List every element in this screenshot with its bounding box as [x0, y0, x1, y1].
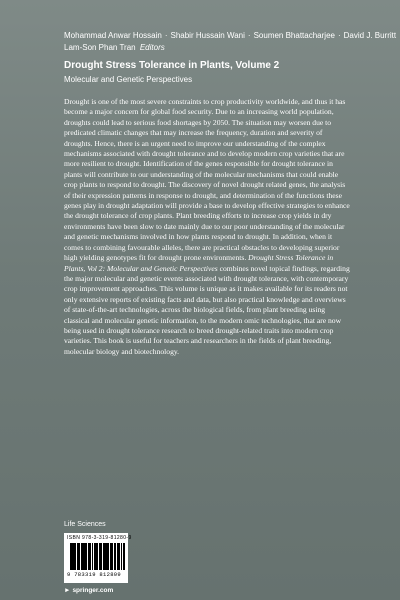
author-line-2	[64, 42, 374, 54]
barcode-digits: 9 783319 812809	[67, 571, 122, 578]
arrow-icon: ►	[64, 587, 71, 594]
barcode-bars	[70, 543, 125, 570]
website-url: springer.com	[72, 587, 114, 594]
author-name: Soumen Bhattacharjee	[253, 31, 335, 40]
author-name: David J. Burritt	[343, 31, 397, 40]
description-text: combines novel topical findings, regarding the major molecular and genetic events associated with drought tolerance, with contemporary crop improvement approaches. This volume is unique as it makes available for its readers not only extensive reports of existing facts and data, but also practical knowledge and overviews of state-of-the-art technologies, across the biological fields, from plant breeding using classical and molecular genetic information, to the modern omic technologies, that are now being used in drought tolerance research to breed drought-related traits into modern crop varieties. This book is useful for teachers and researchers in the fields of plant breeding, molecular biology and biotechnology.	[64, 263, 350, 356]
book-description	[64, 97, 350, 357]
isbn-number: ISBN 978-3-319-81280-9	[67, 535, 132, 541]
publisher-website[interactable]	[64, 587, 113, 594]
barcode-stripe	[112, 543, 113, 570]
author-line-1	[64, 30, 397, 42]
author-separator: ·	[247, 31, 251, 40]
author-separator: ·	[337, 31, 341, 40]
book-subtitle: Molecular and Genetic Perspectives	[64, 75, 193, 84]
description-italic-title: Drought Stress Tolerance in Plants, Vol 2: Molecular and Genetic Perspectives	[64, 253, 334, 273]
author-separator: ·	[164, 31, 168, 40]
author-name: Mohammad Anwar Hossain	[64, 31, 162, 40]
editors-label: Editors	[139, 43, 165, 52]
cover-header	[64, 30, 397, 85]
book-title: Drought Stress Tolerance in Plants, Volume 2	[64, 60, 280, 71]
barcode	[64, 533, 132, 583]
description-text: Drought is one of the most severe constraints to crop productivity worldwide, and thus it has become a major concern for global food security. Due to an increasing world population, droughts could lead to serious food shortages by 2050. The situation may worsen due to predicated climatic changes that may increase the frequency, duration and severity of droughts. Hence, there is an urgent need to improve our understanding of the complex mechanisms associated with drought tolerance and to develop modern crop varieties that are more resilient to drought. Identification of the genes responsible for drought tolerance in plants will contribute to our understanding of the molecular mechanisms that could enable crop plants to respond to drought. The discovery of novel drought related genes, the analysis of their expression patterns in response to drought, and determination of the functions these genes play in drought adaptation will provide a base to develop effective strategies to enhance the drought tolerance of crop plants. Plant breeding efforts to increase crop yields in dry environments have been slow to date mainly due to our poor understanding of the molecular and genetic mechanisms involved in how plants respond to drought. In addition, when it comes to combining favourable alleles, there are practical obstacles to developing superior high yielding genotypes fit for drought prone environments.	[64, 97, 350, 263]
author-name: Lam-Son Phan Tran	[64, 43, 136, 52]
subject-category: Life Sciences	[64, 521, 106, 528]
author-name: Shabir Hussain Wani	[170, 31, 245, 40]
